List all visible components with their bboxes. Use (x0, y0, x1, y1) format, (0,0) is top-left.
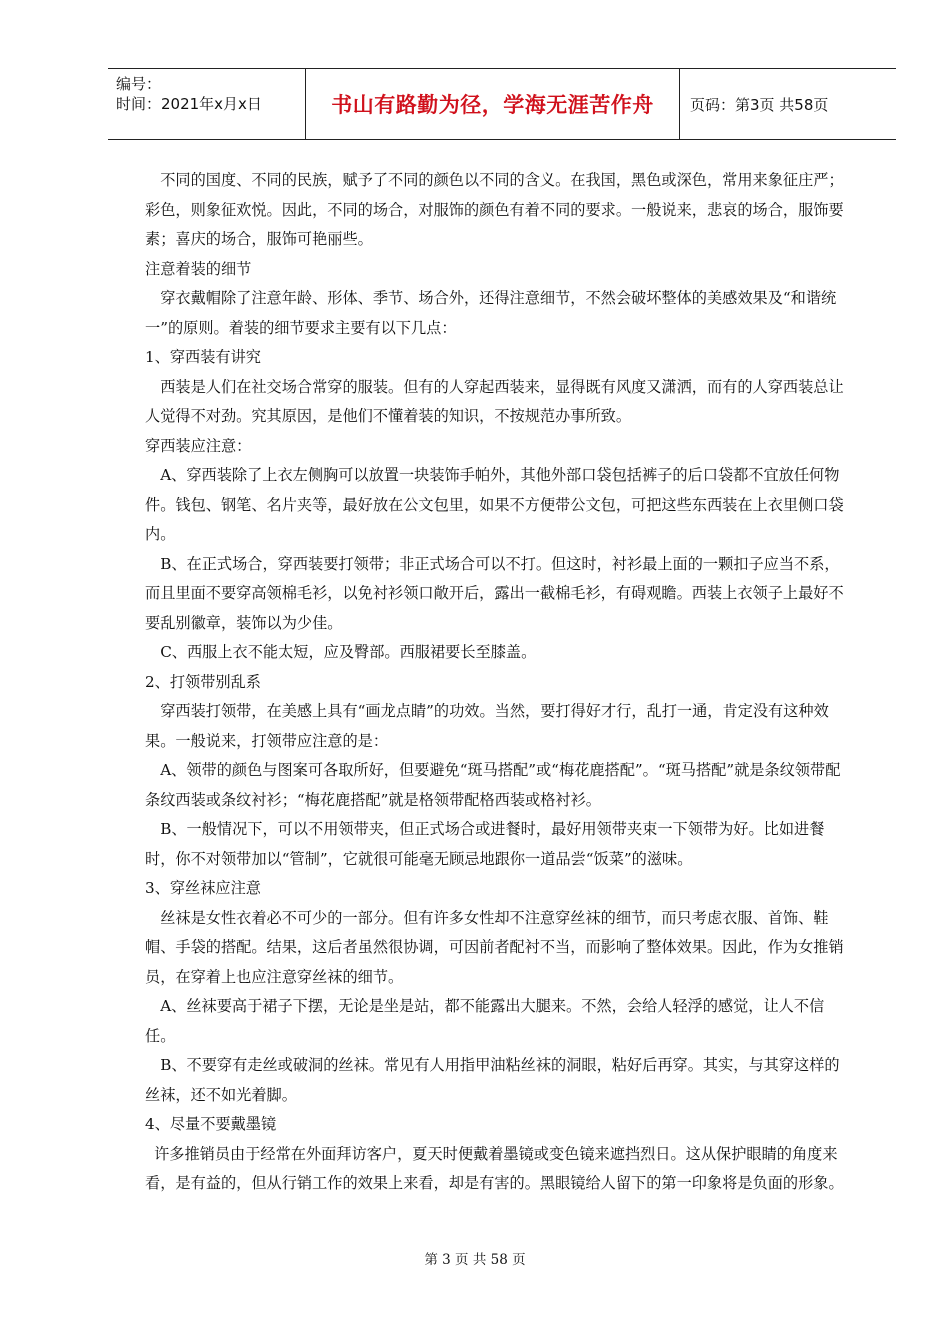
body-paragraph: C、西服上衣不能太短，应及臀部。西服裙要长至膝盖。 (160, 643, 537, 661)
body-paragraph: B、一般情况下，可以不用领带夹，但正式场合或进餐时，最好用领带夹束一下领带为好。比如进餐时，你不对领带加以“管制”，它就很可能毫无顾忌地跟你一道品尝“饭菜”的滋味。 (145, 820, 825, 868)
document-body (145, 166, 853, 1199)
body-paragraph: A、丝袜要高于裙子下摆，无论是坐是站，都不能露出大腿来。不然，会给人轻浮的感觉，让人不信任。 (145, 997, 825, 1045)
body-paragraph: A、领带的颜色与图案可各取所好，但要避免“斑马搭配”或“梅花鹿搭配”。“斑马搭配”就是条纹领带配条纹西装或条纹衬衫；“梅花鹿搭配”就是格领带配格西装或格衬衫。 (145, 761, 841, 809)
body-paragraph: 许多推销员由于经常在外面拜访客户，夏天时便戴着墨镜或变色镜来遮挡烈日。这从保护眼睛的角度来看，是有益的，但从行销工作的效果上来看，却是有害的。黑眼镜给人留下的第一印象将是负面的形象。 (145, 1144, 844, 1192)
document-time-label: 时间：2021年x月x日 (116, 95, 262, 113)
body-paragraph: 丝袜是女性衣着必不可少的一部分。但有许多女性却不注意穿丝袜的细节，而只考虑衣服、首饰、鞋帽、手袋的搭配。结果，这后者虽然很协调，可因前者配衬不当，而影响了整体效果。因此，作为女推销员，在穿着上也应注意穿丝袜的细节。 (145, 908, 844, 986)
body-paragraph: 不同的国度、不同的民族，赋予了不同的颜色以不同的含义。在我国，黑色或深色，常用来象征庄严；彩色，则象征欢悦。因此，不同的场合，对服饰的颜色有着不同的要求。一般说来，悲哀的场合，服饰要素；喜庆的场合，服饰可艳丽些。 (145, 171, 844, 248)
page-footer: 第 3 页 共 58 页 (424, 1252, 526, 1268)
page-header (108, 68, 896, 140)
header-page-label: 页码：第3页 共58页 (690, 95, 829, 114)
header-meta (108, 69, 306, 139)
header-motto: 书山有路勤为径，学海无涯苦作舟 (306, 69, 680, 139)
body-paragraph: 穿衣戴帽除了注意年龄、形体、季节、场合外，还得注意细节，不然会破坏整体的美感效果及“和谐统一”的原则。着装的细节要求主要有以下几点： (145, 289, 837, 337)
section-heading: 4、尽量不要戴墨镜 (145, 1115, 277, 1133)
body-paragraph: B、在正式场合，穿西装要打领带；非正式场合可以不打。但这时，衬衫最上面的一颗扣子应当不系，而且里面不要穿高领棉毛衫，以免衬衫领口敞开后，露出一截棉毛衫，有碍观瞻。西装上衣领子上最好不要乱别徽章，装饰以为少佳。 (145, 554, 844, 632)
document-number-label: 编号： (116, 75, 162, 93)
body-paragraph: B、不要穿有走丝或破洞的丝袜。常见有人用指甲油粘丝袜的洞眼，粘好后再穿。其实，与其穿这样的丝袜，还不如光着脚。 (145, 1056, 840, 1104)
section-heading: 穿西装应注意： (145, 436, 252, 455)
body-paragraph: 西装是人们在社交场合常穿的服装。但有的人穿起西装来，显得既有风度又潇洒，而有的人穿西装总让人觉得不对劲。究其原因，是他们不懂着装的知识，不按规范办事所致。 (145, 377, 844, 425)
section-heading: 3、穿丝袜应注意 (145, 879, 261, 897)
section-heading: 2、打领带别乱系 (145, 672, 261, 691)
body-paragraph: 穿西装打领带，在美感上具有“画龙点睛”的功效。当然，要打得好才行，乱打一通，肯定没有这种效果。一般说来，打领带应注意的是： (145, 702, 829, 750)
section-heading: 注意着装的细节 (145, 259, 252, 278)
section-heading: 1、穿西装有讲究 (145, 348, 261, 366)
body-paragraph: A、穿西装除了上衣左侧胸可以放置一块装饰手帕外，其他外部口袋包括裤子的后口袋都不宜放任何物件。钱包、钢笔、名片夹等，最好放在公文包里，如果不方便带公文包，可把这些东西装在上衣里侧口袋内。 (145, 466, 844, 543)
